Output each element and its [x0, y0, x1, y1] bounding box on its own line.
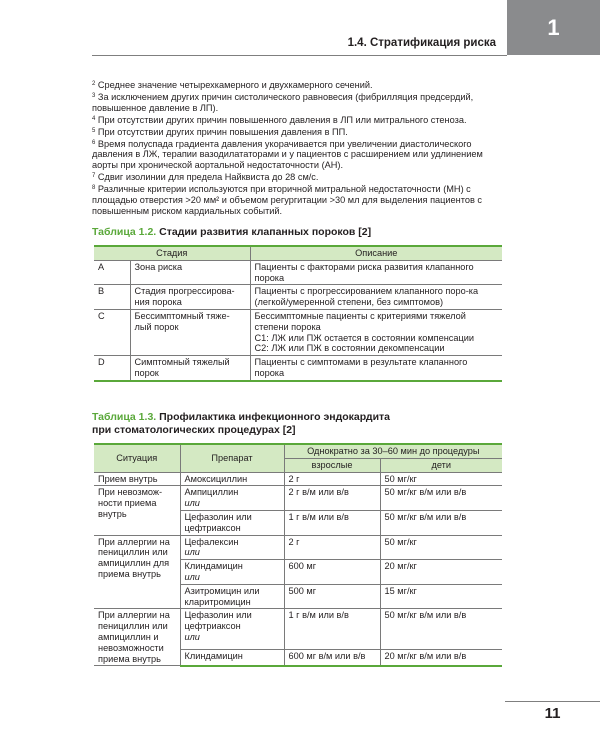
table-1-2 — [94, 245, 502, 382]
table-1-2-caption: Таблица 1.2. Стадии развития клапанных пороков [2] — [92, 226, 372, 238]
column-header: Стадия — [94, 246, 250, 260]
footnote: $^7$ Сдвиг изолинии для предела Найквиста до 28 см/с. — [92, 172, 319, 183]
column-header: взрослые — [284, 458, 380, 472]
footnote: $^4$ При отсутствии других причин повышенного давления в ЛП или митрального стеноза. — [92, 114, 467, 125]
column-header: Ситуация — [94, 444, 180, 472]
table-row: Клиндамицин 600 мг в/м или в/в 20 мг/кг в/м или в/в — [94, 649, 502, 665]
table-row: Цефазолин или цефтриаксон 1 г в/м или в/в 50 мг/кг в/м или в/в — [94, 510, 502, 535]
chapter-tab — [507, 0, 600, 55]
table-row: Клиндамицин или 600 мг 20 мг/кг — [94, 560, 502, 585]
column-header: дети — [380, 458, 502, 472]
table-row: При аллергии на пенициллин или ампициллин и невозможности приема внутрь Цефазолин или цефтриаксон или 1 г в/м или в/в 50 мг/кг в/м или в/в — [94, 609, 502, 650]
chapter-number: 1 — [547, 14, 560, 40]
footnote: $^5$ При отсутствии других причин повышения давления в ПП. — [92, 126, 348, 137]
table-row: D Симптомный тяжелый порок Пациенты с симптомами в результате клапанного порока — [94, 356, 502, 381]
column-header: Описание — [250, 246, 502, 260]
table-row: Прием внутрь Амоксициллин 2 г 50 мг/кг — [94, 472, 502, 486]
footnote: $^8$ Различные критерии используются при вторичной митральной недостаточности (МН) с площадью отверстия >20 мм² и объемом регургитации >30 мл для выделения пациентов с повышенным риском кардиальных событий. — [92, 184, 482, 216]
running-title: 1.4. Стратификация риска — [347, 37, 496, 49]
footnotes — [92, 79, 505, 217]
footer-rule — [505, 701, 600, 702]
column-header: Препарат — [180, 444, 284, 472]
table-row: Азитромицин или кларитромицин 500 мг 15 мг/кг — [94, 584, 502, 609]
table-row: При аллергии на пенициллин или ампициллин для приема внутрь Цефалексин или 2 г 50 мг/кг — [94, 535, 502, 560]
table-1-3-caption: Таблица 1.3. Профилактика инфекционного эндокардита при стоматологических процедурах [2] — [92, 411, 391, 436]
table-1-3 — [94, 443, 502, 667]
header-rule — [92, 55, 507, 56]
footnote: $^2$ Среднее значение четырехкамерного и двухкамерного сечений. — [92, 80, 373, 90]
table-row: A Зона риска Пациенты с факторами риска развития клапанного порока — [94, 260, 502, 285]
footnote: $^6$ Время полуспада градиента давления укорачивается при увеличении диастолического давления в ЛЖ, терапии вазодилататорами и у пациентов с расширением или удлинением аорты при хронической аортальной недостаточности (АН). — [92, 138, 483, 171]
page-number: 11 — [544, 705, 561, 722]
table-row: B Стадия прогрессирова-ния порока Пациенты с прогрессированием клапанного поро-ка (легкой/умеренной степени, без симптомов) — [94, 285, 502, 310]
footnote: $^3$ За исключением других причин систолического равновесия (фибрилляция предсердий, повышенное давление в ЛП). — [92, 91, 474, 113]
table-row: C Бессимптомный тяже-лый порок Бессимптомные пациенты с критериями тяжелой степени порока С1: ЛЖ или ПЖ остается в состоянии компенсации С2: ЛЖ или ПЖ в состоянии декомпенсации — [94, 309, 502, 355]
column-header: Однократно за 30–60 мин до процедуры — [284, 444, 502, 458]
table-row: При невозмож-ности приема внутрь Ампициллин или 2 г в/м или в/в 50 мг/кг в/м или в/в — [94, 486, 502, 511]
